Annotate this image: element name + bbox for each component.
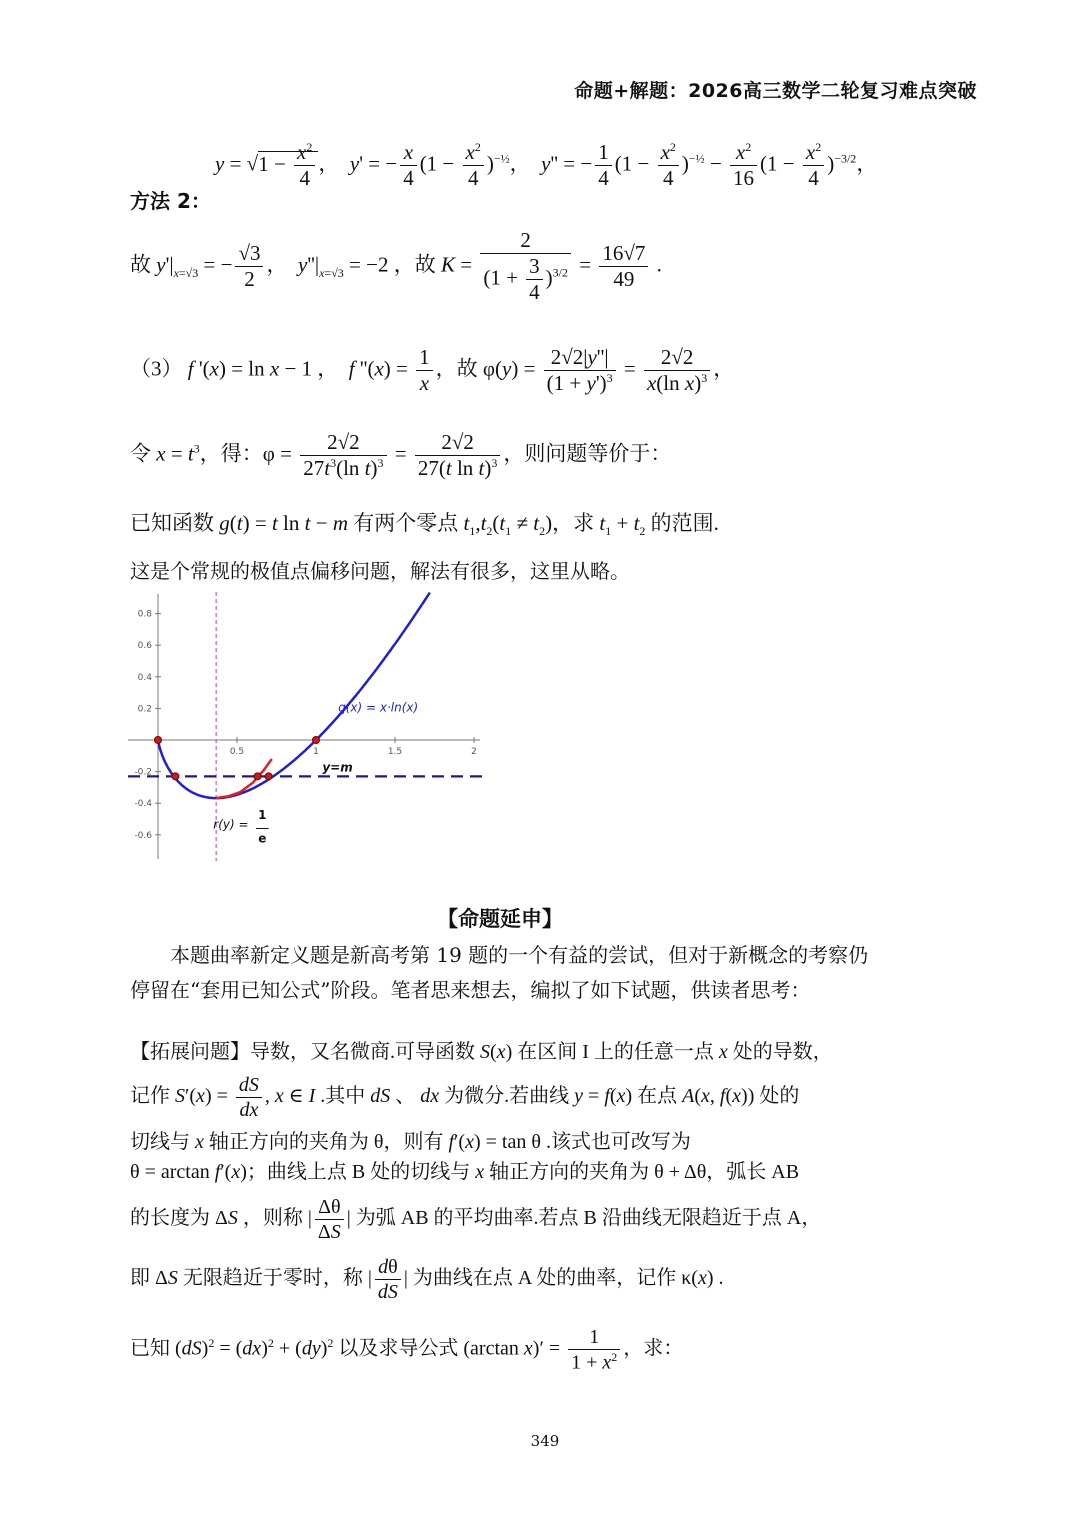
curve-label: q(x) = x·ln(x)	[338, 700, 419, 715]
intersection-point	[254, 773, 261, 780]
hline-label: y=m	[322, 760, 353, 775]
extension-title: 【命题延申】	[437, 907, 563, 931]
y-tick-label: 0.4	[137, 672, 152, 683]
intersection-point	[313, 737, 320, 744]
function-graph	[128, 588, 488, 863]
intersection-point	[265, 773, 272, 780]
y-tick-label: -0.6	[134, 830, 152, 841]
extension-p4: θ = arctan f′(x)；曲线上点 B 处的切线与 x 轴正方向的夹角为 θ + Δθ，弧长 AB	[130, 1161, 800, 1183]
method2-formula: y = √1 − $\frac{x^2}{4}$ ， y' = − $\frac{x}{4}$ (1 − $\frac{x^2}{4}$ )$^{-\frac{1}{2}}$， y'' = − $\frac{1}{4}$ (1 − $\frac{x^2}{4}$ )$^{-\frac{1}{2}}$ − $\frac{x^2}{16}$ (1 − $\frac{x^2}{4}$ )$^{-3/2}$，	[215, 140, 878, 191]
part3-line: （3） f '(x) = ln x − 1 ， f ''(x) = $\frac{1}{x}$ ，故 φ(y) = $\frac{2√2|y''|}{(1 + y')^3}$ = $\frac{2√2}{x(\ln x)^3}$ ，	[130, 345, 735, 396]
y-tick-label: 0.2	[137, 704, 152, 715]
extension-intro: 本题曲率新定义题是新高考第 19 题的一个有益的尝试，但对于新概念的考察仍停留在“套用已知公式”阶段。笔者思来想去，编拟了如下试题，供读者思考：	[130, 943, 869, 1002]
x-tick-label: 2	[471, 747, 477, 757]
x-tick-label: 1	[313, 747, 319, 757]
y-tick-label: -0.2	[134, 767, 152, 778]
graph-axes	[128, 594, 480, 859]
remark-line: 这是个常规的极值点偏移问题，解法有很多，这里从略。	[130, 559, 630, 583]
extension-p5: 的长度为 ΔS ，则称 | $\frac{\Delta\theta}{\Delta S}$ | 为弧 AB 的平均曲率.若点 B 沿曲线无限趋近于点 A，	[130, 1196, 822, 1243]
y-tick-label: 0.8	[137, 609, 152, 620]
substitution-line: 令 $x = t^3$，得：φ = $\frac{2√2}{27t^3(\ln t)^3}$ = $\frac{2√2}{27(t \ln t)^3}$ ，则问题等价于：	[130, 430, 672, 481]
graph-ticks	[134, 610, 476, 841]
extension-p6: 即 ΔS 无限趋近于零时，称 | $\frac{d\theta}{dS}$ | 为曲线在点 A 处的曲率，记作 κ(x) .	[130, 1256, 724, 1303]
known-function-line: 已知函数 g(t) = t ln t − m 有两个零点 $t_1,t_2(t_1 \ne t_2)$，求 $t_1 + t_2$ 的范围.	[130, 511, 719, 539]
vline-label: r(y) =	[213, 817, 249, 832]
extension-p3: 切线与 x 轴正方向的夹角为 θ，则有 f′(x) = tan θ .该式也可改写为	[130, 1131, 691, 1153]
vline-label-denominator: e	[258, 831, 267, 846]
intersection-point	[155, 737, 162, 744]
graph-marks	[128, 592, 484, 861]
curve-x-ln-x	[158, 593, 430, 799]
vline-label-numerator: 1	[258, 808, 267, 822]
extension-p7: 已知 (dS)$^2$ = (dx)$^2$ + (dy)$^2$ 以及求导公式 (arctan x)′ = $\frac{1}{1 + x^2}$ ，求：	[130, 1326, 684, 1374]
page-number: 349	[530, 1432, 560, 1450]
y-tick-label: 0.6	[137, 641, 152, 652]
x-tick-label: 0.5	[229, 747, 245, 757]
y-tick-label: -0.4	[134, 799, 152, 810]
running-header: 命题+解题：2026高三数学二轮复习难点突破	[574, 80, 977, 102]
extension-p1: 【拓展问题】导数，又名微商.可导函数 S(x) 在区间 I 上的任意一点 x 处的导数，	[130, 1041, 833, 1063]
extension-p2: 记作 S′(x) = $\frac{dS}{dx}$ , x ∈ I .其中 dS 、 dx 为微分.若曲线 y = f(x) 在点 A(x, f(x)) 处的	[130, 1074, 800, 1121]
graph-labels	[213, 701, 418, 846]
intersection-point	[172, 773, 179, 780]
curvature-k-line: 故 $y'|_{x=√3}$ = − $\frac{√3}{2}$ ， $y''|_{x=√3} = -2$ ，故 K = 2 (1 + $\frac{3}{4}$ )$^{3/2}$ = $\frac{16√7}{49}$ .	[130, 228, 662, 305]
method2-label: 方法 2：	[130, 189, 211, 213]
x-tick-label: 1.5	[387, 747, 403, 757]
